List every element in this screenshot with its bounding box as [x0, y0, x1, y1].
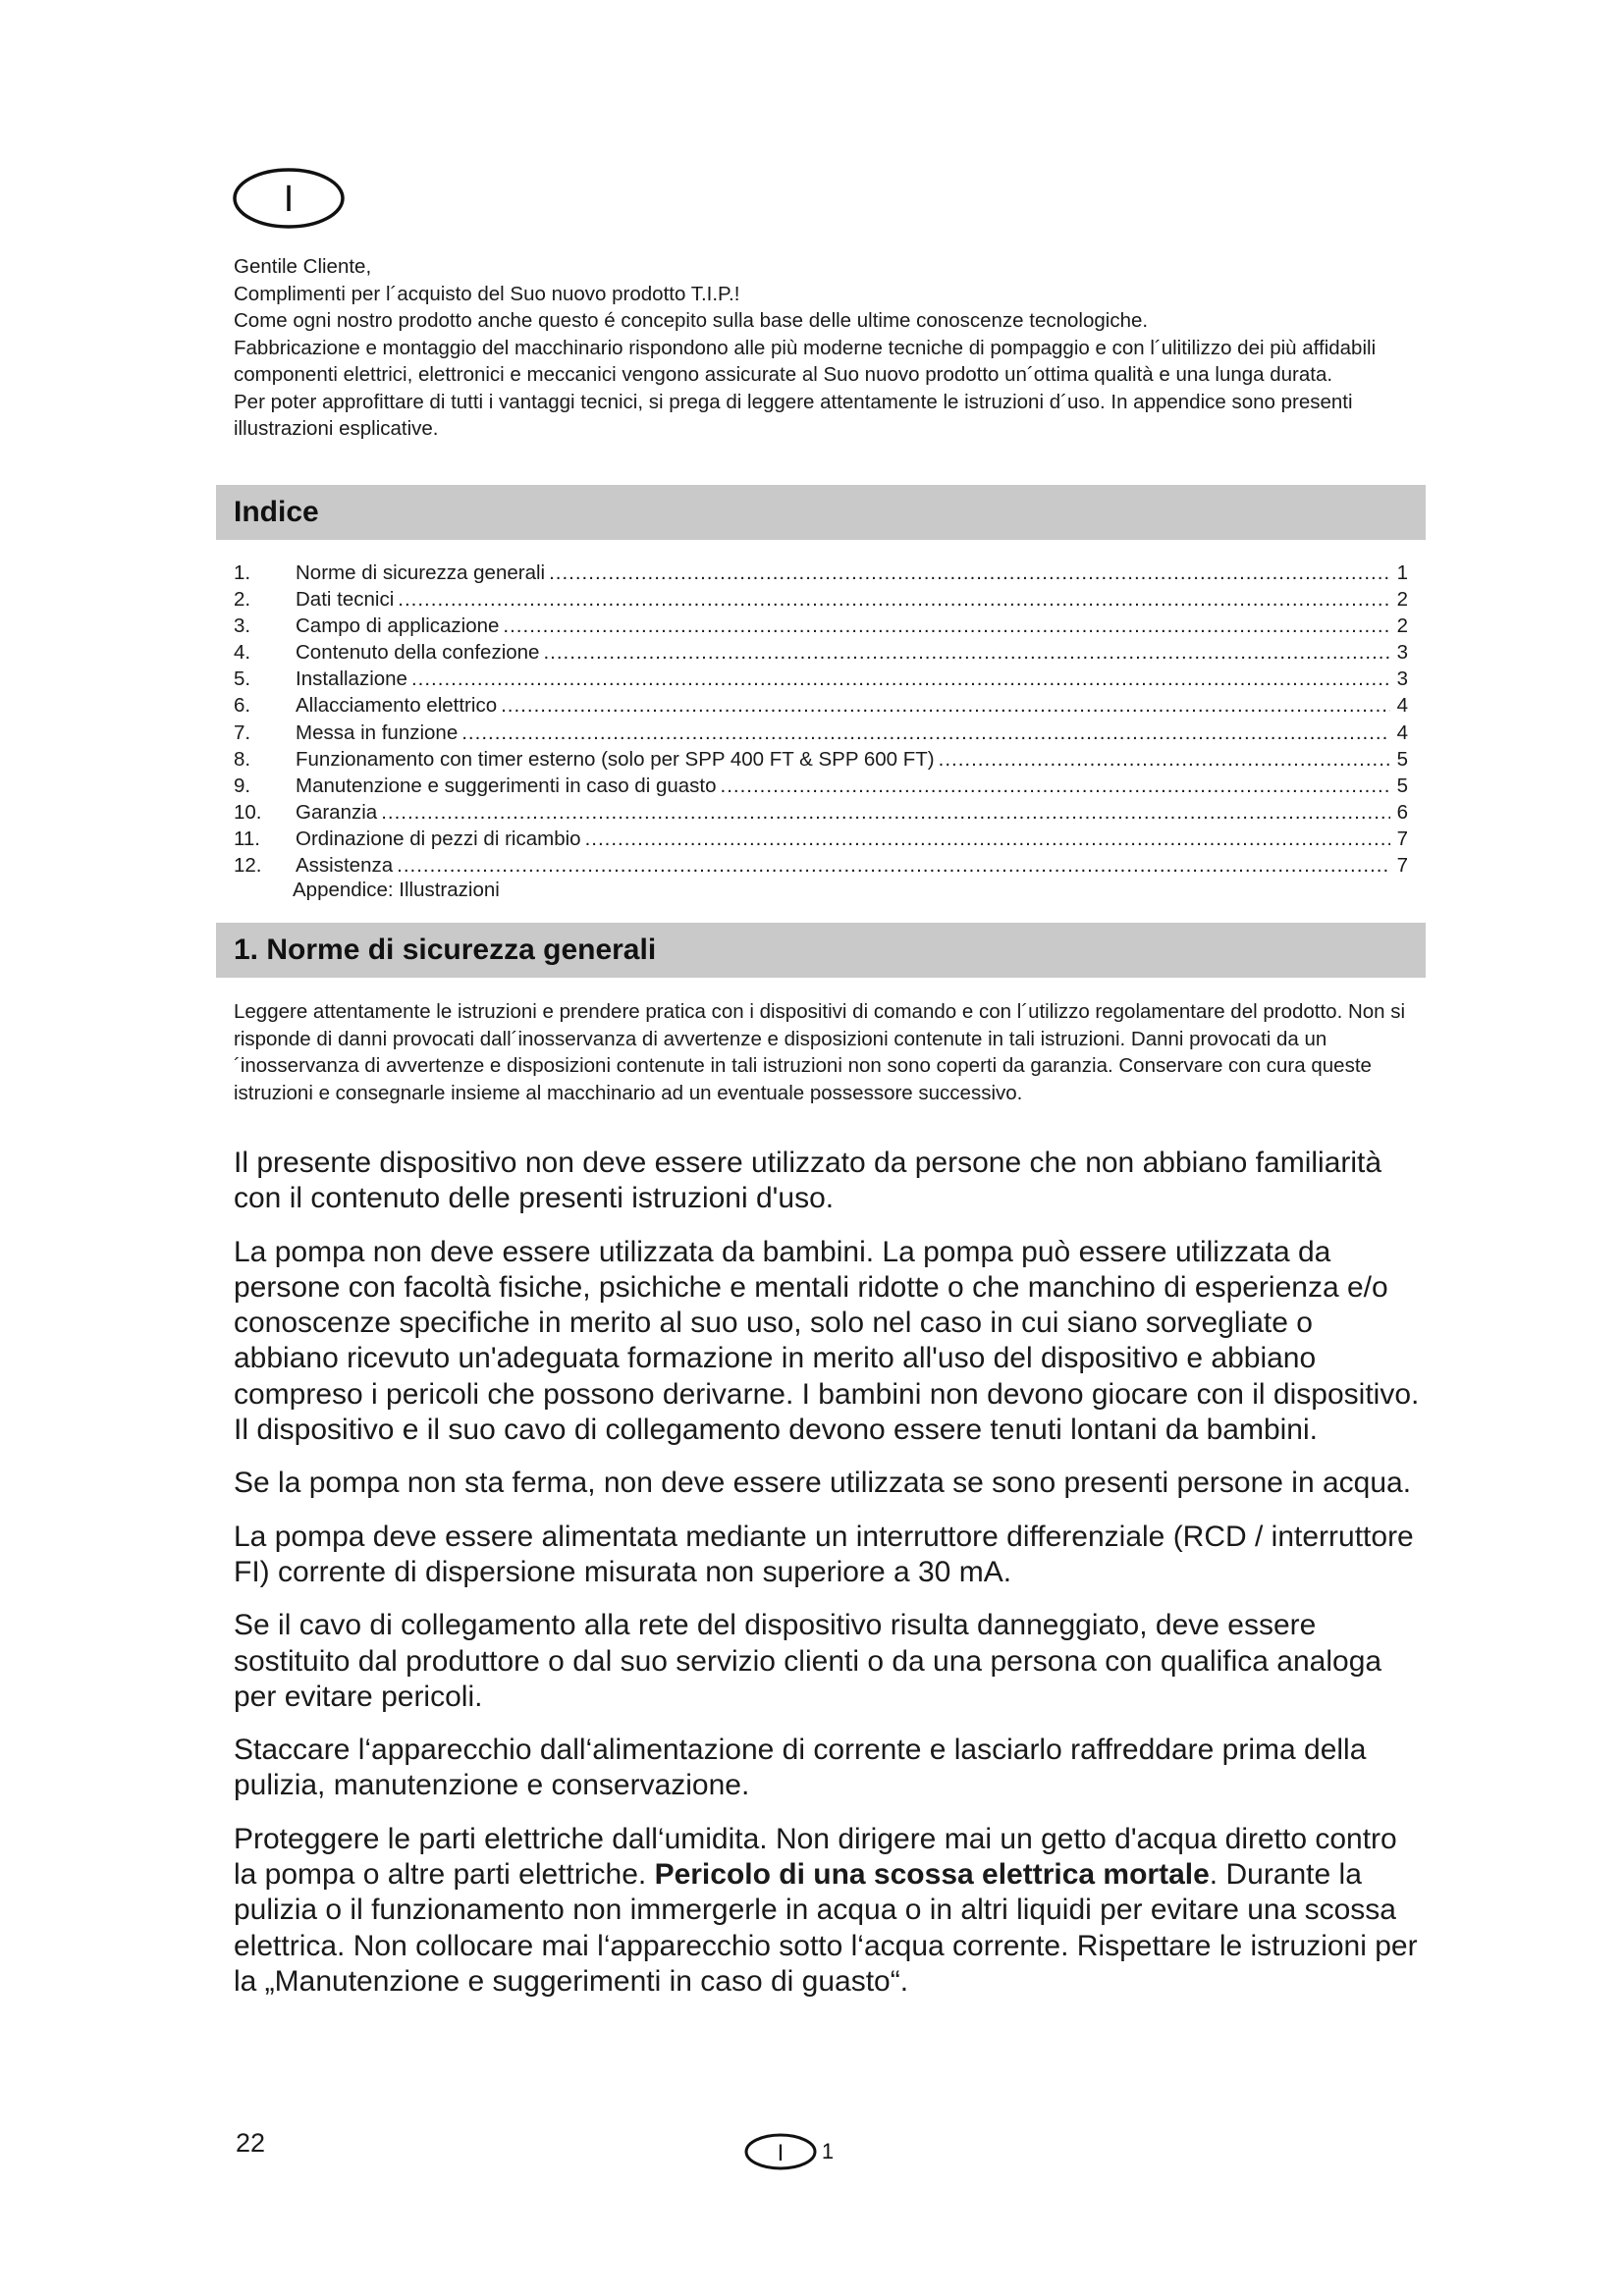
- toc-item[interactable]: 6. Allacciamento elettrico ..... 4: [234, 692, 1408, 719]
- toc-item[interactable]: 4. Contenuto della confezione ..... 3: [234, 639, 1408, 666]
- toc-item[interactable]: 10. Garanzia ..... 6: [234, 799, 1408, 826]
- toc-item[interactable]: 5. Installazione ..... 3: [234, 666, 1408, 692]
- language-badge: [232, 167, 346, 230]
- footer-mark-letter: I: [777, 2140, 785, 2166]
- safety-paragraph: Proteggere le parti elettriche dall‘umidita. Non dirigere mai un getto d'acqua diretto contro la pompa o altre parti elettriche. Pericolo di una scossa elettrica mortale. Durante la pulizia o il funzionamento non immergerle in acqua o in altri liquidi per evitare una scossa elettrica. Non collocare mai l‘apparecchio sotto l‘acqua corrente. Rispettare le istruzioni per la „Manutenzione e suggerimenti in caso di guasto“.: [234, 1822, 1418, 1998]
- language-badge-letter: I: [283, 179, 295, 220]
- safety-paragraph: Se il cavo di collegamento alla rete del dispositivo risulta danneggiato, deve essere sostituito dal produttore o dal suo servizio clienti o da una persona con qualifica analoga per evitare pericoli.: [234, 1609, 1382, 1713]
- footer-mark-number: 1: [821, 2139, 835, 2163]
- toc-item[interactable]: 12. Assistenza ..... 7: [234, 852, 1408, 879]
- section-heading: 1. Norme di sicurezza generali: [234, 934, 657, 966]
- danger-warning: Pericolo di una scossa elettrica mortale: [654, 1858, 1210, 1892]
- safety-paragraph: Se la pompa non sta ferma, non deve essere utilizzata se sono presenti persone in acqua.: [234, 1467, 1412, 1500]
- toc-item[interactable]: 3. Campo di applicazione ..... 2: [234, 613, 1408, 639]
- safety-paragraph: La pompa non deve essere utilizzata da bambini. La pompa può essere utilizzata da persone con facoltà fisiche, psichiche e mentali ridotte o che manchino di esperienza e/o conoscenze specifiche in merito al suo uso, solo nel caso in cui siano sorvegliate o abbiano ricevuto un'adeguata formazione in merito all'uso del dispositivo e abbiano compreso i pericoli che possono derivarne. I bambini non devono giocare con il dispositivo. Il dispositivo e il suo cavo di collegamento devono essere tenuti lontani da bambini.: [234, 1235, 1420, 1447]
- index-heading-bar: [216, 485, 1426, 540]
- table-of-contents: [234, 560, 1408, 879]
- footer-language-mark: [741, 2132, 839, 2171]
- toc-item[interactable]: 11. Ordinazione di pezzi di ricambio ..... 7: [234, 826, 1408, 852]
- intro-line: Complimenti per l´acquisto del Suo nuovo prodotto T.I.P.!: [234, 282, 740, 305]
- toc-appendix: Appendice: Illustrazioni: [293, 879, 500, 901]
- page-number: 22: [236, 2128, 266, 2158]
- intro-text: [234, 253, 1412, 443]
- safety-instructions: [234, 1146, 1422, 2017]
- intro-line: Per poter approfittare di tutti i vantaggi tecnici, si prega di leggere attentamente le istruzioni d´uso. In appendice sono presenti illustrazioni esplicative.: [234, 390, 1353, 440]
- safety-intro-paragraph: Leggere attentamente le istruzioni e prendere pratica con i dispositivi di comando e con l´utilizzo regolamentare del prodotto. Non si risponde di danni provocati dall´inosservanza di avvertenze e disposizioni contenute in tali istruzioni. Danni provocati da un´inosservanza di avvertenze e disposizioni contenute in tali istruzioni non sono coperti da garanzia. Conservare con cura queste istruzioni e consegnarle insieme al macchinario ad un eventuale possessore successivo.: [234, 1000, 1406, 1104]
- toc-item[interactable]: 8. Funzionamento con timer esterno (solo per SPP 400 FT & SPP 600 FT) ..... 5: [234, 746, 1408, 773]
- section-heading-bar: [216, 923, 1426, 978]
- toc-item[interactable]: 1. Norme di sicurezza generali ..... 1: [234, 560, 1408, 586]
- safety-paragraph: La pompa deve essere alimentata mediante un interruttore differenziale (RCD / interruttore FI) corrente di dispersione misurata non superiore a 30 mA.: [234, 1520, 1414, 1588]
- intro-line: Gentile Cliente,: [234, 255, 372, 278]
- toc-item[interactable]: 7. Messa in funzione ..... 4: [234, 720, 1408, 746]
- intro-line: Fabbricazione e montaggio del macchinario rispondono alle più moderne tecniche di pompaggio e con l´ulitilizzo dei più affidabili componenti elettrici, elettronici e meccanici vengono assicurate al Suo nuovo prodotto un´ottima qualità e una lunga durata.: [234, 336, 1377, 386]
- toc-item[interactable]: 9. Manutenzione e suggerimenti in caso di guasto ..... 5: [234, 773, 1408, 799]
- toc-item[interactable]: 2. Dati tecnici ..... 2: [234, 586, 1408, 613]
- intro-line: Come ogni nostro prodotto anche questo é concepito sulla base delle ultime conoscenze tecnologiche.: [234, 309, 1149, 332]
- safety-paragraph: Il presente dispositivo non deve essere utilizzato da persone che non abbiano familiarità con il contenuto delle presenti istruzioni d'uso.: [234, 1147, 1382, 1215]
- index-heading: Indice: [234, 496, 319, 528]
- safety-paragraph: Staccare l‘apparecchio dall‘alimentazione di corrente e lasciarlo raffreddare prima della pulizia, manutenzione e conservazione.: [234, 1734, 1367, 1802]
